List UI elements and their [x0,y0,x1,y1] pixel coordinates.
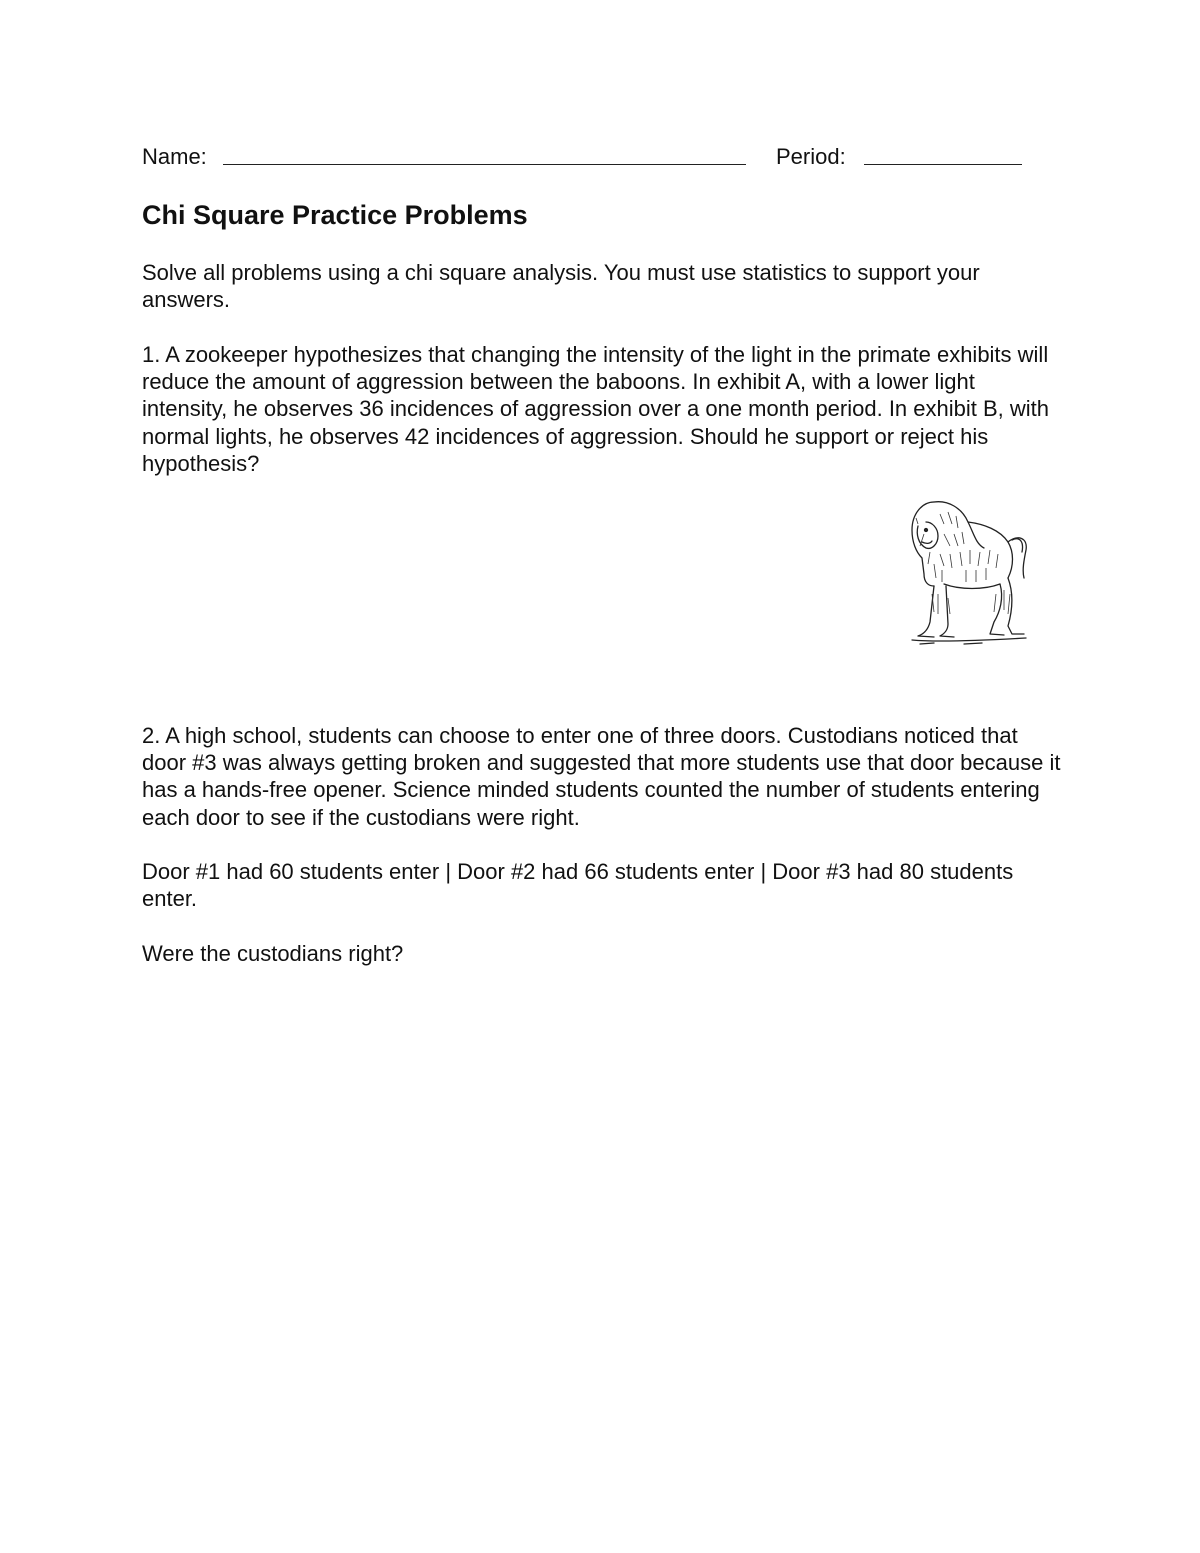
period-blank-line[interactable] [864,164,1022,165]
name-label: Name: [142,144,207,169]
problem-1-text: 1. A zookeeper hypothesizes that changing the intensity of the light in the primate exhibits will reduce the amount of aggression between the baboons. In exhibit A, with a lower light intensity, he observes 36 incidences of aggression over a one month period. In exhibit B, with normal lights, he observes 42 incidences of aggression. Should he support or reject his hypothesis? [142,342,1050,476]
instructions-text: Solve all problems using a chi square analysis. You must use statistics to support your answers. [142,260,980,313]
door-counts-text: Door #1 had 60 students enter | Door #2 had 66 students enter | Door #3 had 80 students enter. [142,859,1014,912]
problem-2-question: Were the custodians right? [142,941,404,966]
name-blank-line[interactable] [223,164,746,165]
baboon-illustration-icon [904,494,1034,649]
header-line [142,142,1042,172]
period-label: Period: [776,144,846,169]
problem-2-text: 2. A high school, students can choose to enter one of three doors. Custodians noticed that door #3 was always getting broken and suggested that more students use that door because it has a hands-free opener. Science minded students counted the number of students entering each door to see if the custodians were right. [142,723,1061,830]
page-title: Chi Square Practice Problems [142,200,528,230]
